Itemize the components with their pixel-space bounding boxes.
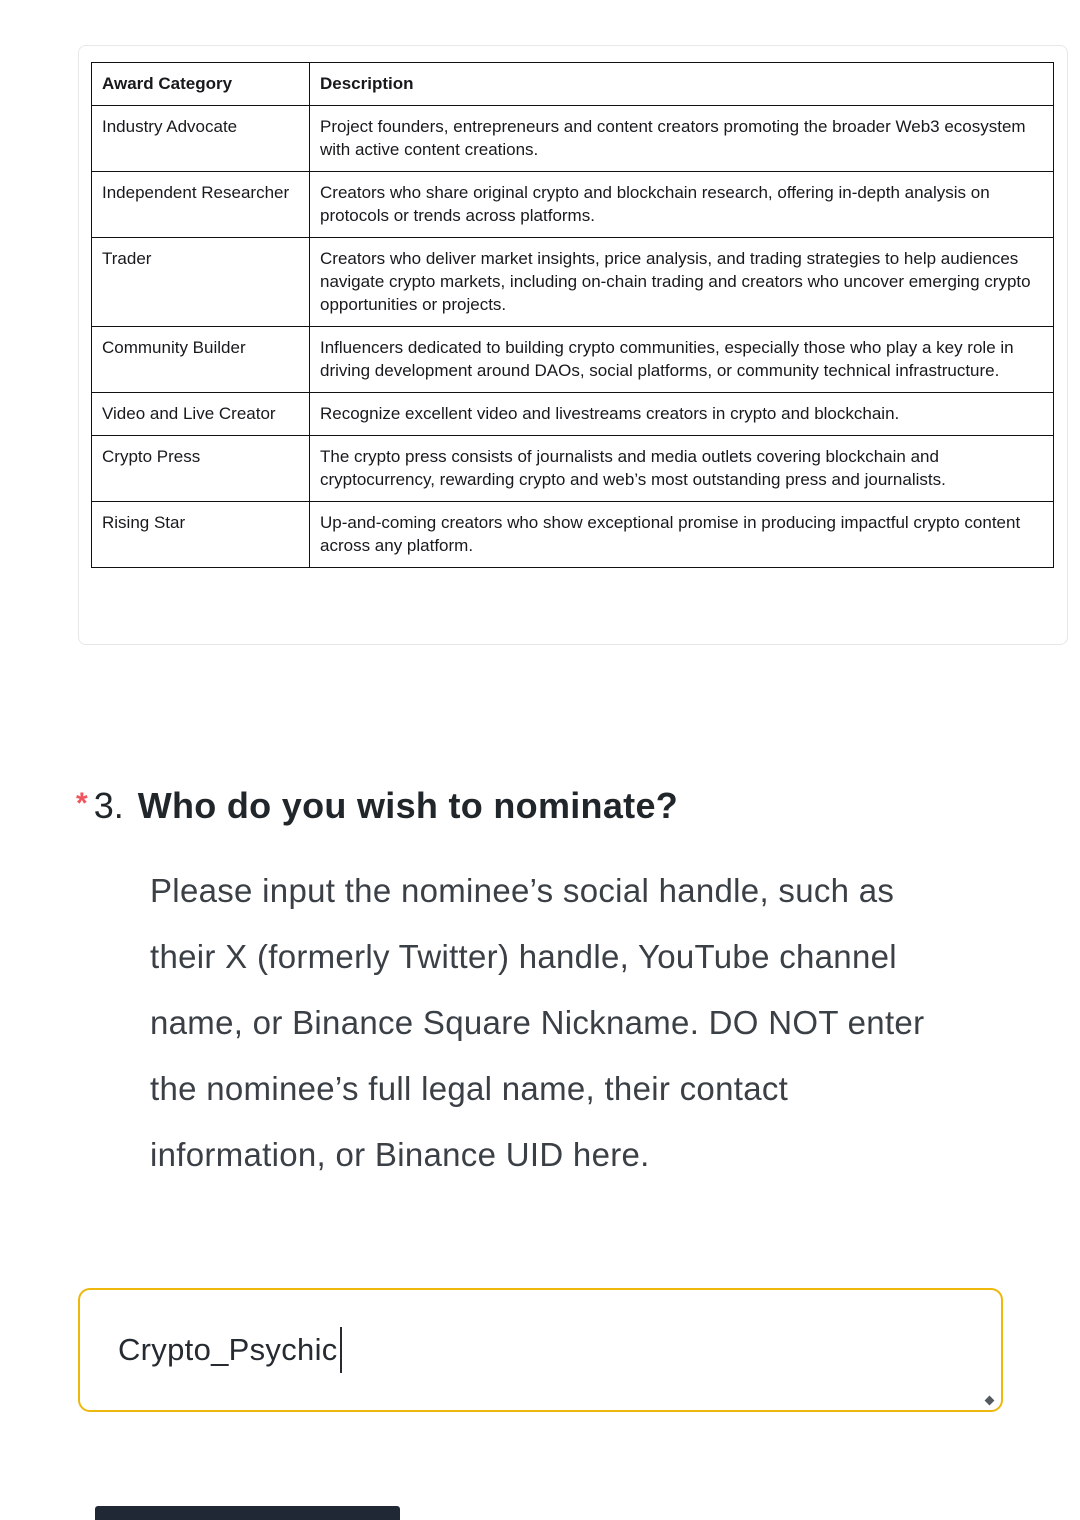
question-title: Who do you wish to nominate? (137, 785, 679, 826)
cell-category: Video and Live Creator (92, 393, 310, 436)
question-heading (76, 782, 1036, 830)
table-row (92, 502, 1054, 568)
bottom-dark-bar (95, 1506, 400, 1520)
cell-category: Crypto Press (92, 436, 310, 502)
table-row (92, 172, 1054, 238)
cell-category: Trader (92, 238, 310, 327)
question-block (76, 782, 1036, 1188)
cell-category: Community Builder (92, 327, 310, 393)
award-table-card (78, 45, 1068, 645)
cell-category: Industry Advocate (92, 106, 310, 172)
nominee-input[interactable] (78, 1288, 1003, 1412)
cell-description: Creators who deliver market insights, price analysis, and trading strategies to help audiences navigate crypto markets, including on-chain trading and creators who uncover emerging crypto opportunities or projects. (310, 238, 1054, 327)
cell-category: Independent Researcher (92, 172, 310, 238)
question-description: Please input the nominee’s social handle, such as their X (formerly Twitter) handle, YouTube channel name, or Binance Square Nickname. DO NOT enter the nominee’s full legal name, their contact information, or Binance UID here. (150, 872, 925, 1173)
cell-description: Project founders, entrepreneurs and content creators promoting the broader Web3 ecosystem with active content creations. (310, 106, 1054, 172)
table-row (92, 106, 1054, 172)
cell-category: Rising Star (92, 502, 310, 568)
table-row (92, 238, 1054, 327)
header-award-category: Award Category (92, 63, 310, 106)
cell-description: Influencers dedicated to building crypto communities, especially those who play a key role in driving development around DAOs, social platforms, or community technical infrastructure. (310, 327, 1054, 393)
table-row (92, 327, 1054, 393)
table-header-row (92, 63, 1054, 106)
text-cursor (340, 1327, 342, 1373)
question-number: 3. (93, 785, 124, 826)
required-asterisk: * (76, 787, 88, 820)
table-row (92, 436, 1054, 502)
table-row (92, 393, 1054, 436)
cell-description: Recognize excellent video and livestreams creators in crypto and blockchain. (310, 393, 1054, 436)
award-category-table (91, 62, 1054, 568)
cell-description: Up-and-coming creators who show exceptional promise in producing impactful crypto content across any platform. (310, 502, 1054, 568)
cell-description: Creators who share original crypto and blockchain research, offering in-depth analysis on protocols or trends across platforms. (310, 172, 1054, 238)
cell-description: The crypto press consists of journalists and media outlets covering blockchain and cryptocurrency, rewarding crypto and web’s most outstanding press and journalists. (310, 436, 1054, 502)
nominee-input-value: Crypto_Psychic (118, 1332, 338, 1367)
header-description: Description (310, 63, 1054, 106)
resize-grip-icon[interactable] (985, 1396, 995, 1406)
